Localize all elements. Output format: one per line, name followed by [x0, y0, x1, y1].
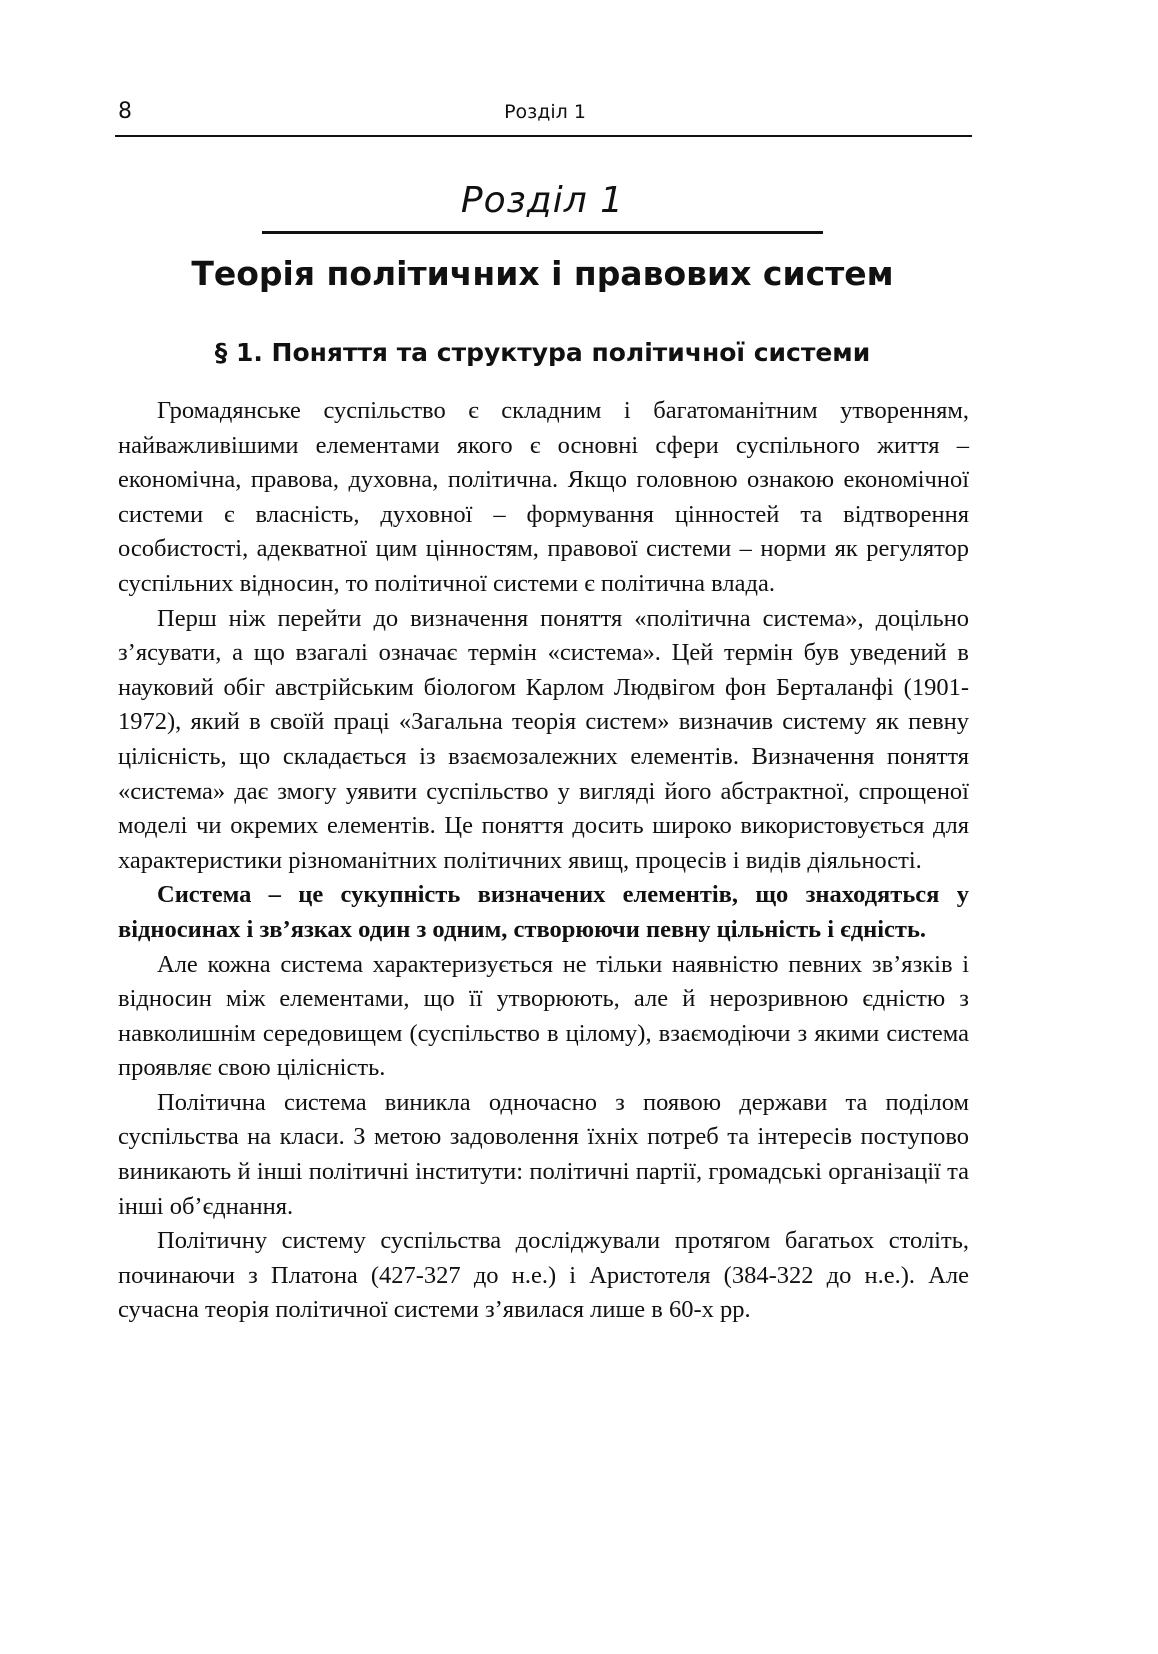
- paragraph: Перш ніж перейти до визначення поняття «політична система», доцільно з’ясувати, а що взагалі означає термін «система». Цей термін був уведений в науковий обіг австрійським біологом Карлом Людвігом фон Берталанфі (1901-1972), який в своїй праці «Загальна теорія систем» визначив систему як певну цілісність, що складається із взаємозалежних елементів. Визначення поняття «система» дає змогу уявити суспільство у вигляді його абстрактної, спрощеної моделі чи окремих елементів. Це поняття досить широко використовується для характеристики різноманітних політичних явищ, процесів і видів діяльності.: [118, 604, 969, 874]
- chapter-label: Розділ 1: [460, 180, 625, 221]
- paragraph: Але кожна система характеризується не тільки наявністю певних зв’язків і відносин між елементами, що її утворюють, але й нерозривною єдністю з навколишнім середовищем (суспільство в цілому), взаємодіючи з якими система проявляє свою цілісність.: [118, 950, 969, 1082]
- page-number: 8: [118, 99, 132, 124]
- running-header: Розділ 1: [504, 101, 586, 123]
- paragraph: Політичну систему суспільства досліджували протягом багатьох століть, починаючи з Платона (427-327 до н.е.) і Аристотеля (384-322 до н.е.). Але сучасна теорія політичної системи з’явилася лише в 60-х рр.: [118, 1227, 969, 1324]
- header-divider: [115, 135, 972, 137]
- chapter-title: Теорія політичних і правових систем: [191, 254, 894, 293]
- body-text: [118, 394, 969, 1328]
- chapter-divider: [262, 231, 823, 234]
- paragraph: Громадянське суспільство є складним і багатоманітним утворенням, найважливішими елементами якого є основні сфери суспільного життя – економічна, правова, духовна, політична. Якщо головною ознакою економічної системи є власність, духовної – формування цінностей та відтворення особистості, адекватної цим цінностям, правової системи – норми як регулятор суспільних відносин, то політичної системи є політична влада.: [118, 397, 969, 597]
- definition-paragraph: Система – це сукупність визначених елементів, що знаходяться у відносинах і зв’язках один з одним, створюючи певну цільність і єдність.: [118, 881, 969, 943]
- section-heading: § 1. Поняття та структура політичної системи: [214, 338, 871, 367]
- paragraph: Політична система виникла одночасно з появою держави та поділом суспільства на класи. З метою задоволення їхніх потреб та інтересів поступово виникають й інші політичні інститути: політичні партії, громадські організації та інші об’єднання.: [118, 1088, 969, 1220]
